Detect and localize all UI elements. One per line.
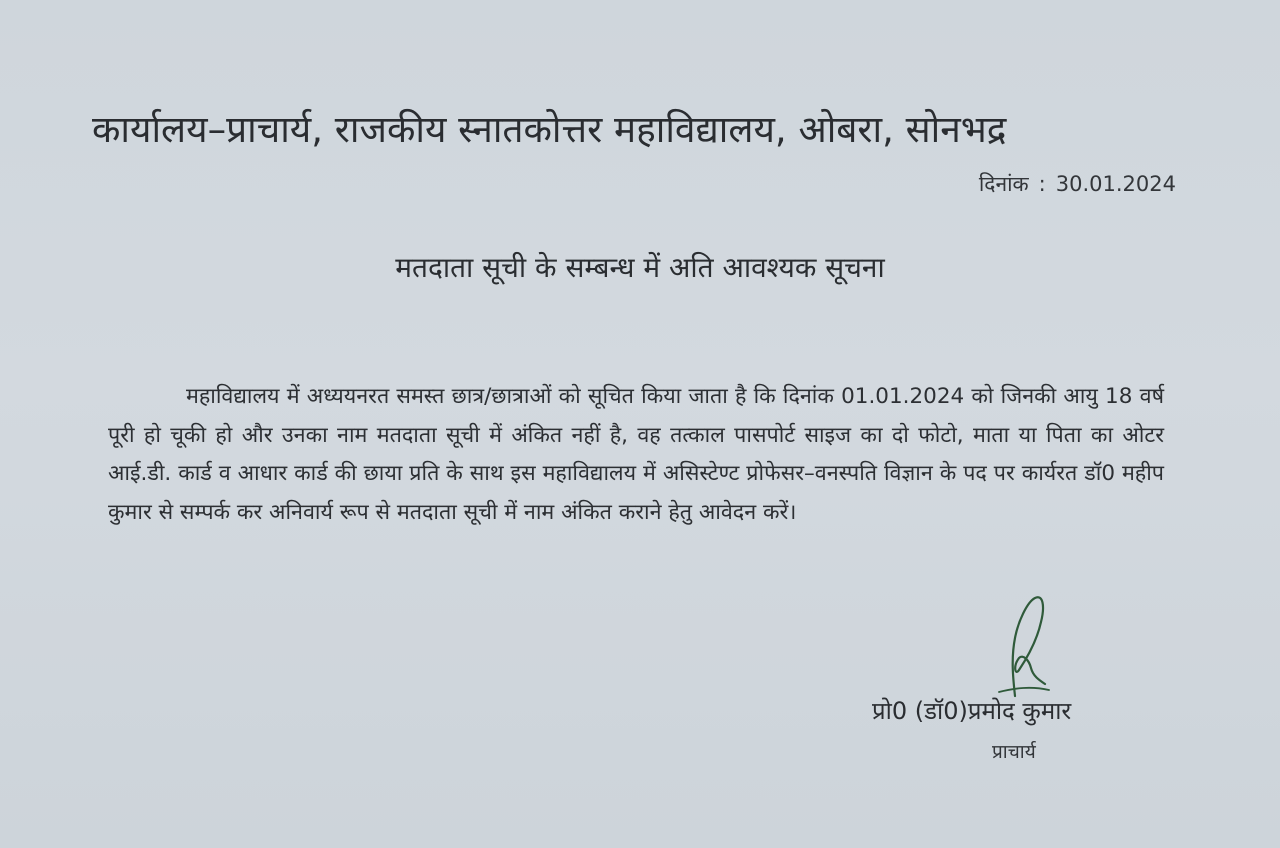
signatory-designation: प्राचार्य — [992, 741, 1036, 763]
date-label: दिनांक — [978, 172, 1029, 196]
date-line — [979, 170, 1176, 198]
office-header-title: कार्यालय–प्राचार्य, राजकीय स्नातकोत्तर महाविद्यालय, ओबरा, सोनभद्र — [92, 108, 1007, 151]
date-value: 30.01.2024 — [1055, 172, 1176, 196]
date-separator: : — [1038, 172, 1046, 196]
signatory-name: प्रो0 (डॉ0)प्रमोद कुमार — [872, 697, 1072, 725]
notice-body: महाविद्यालय में अध्ययनरत समस्त छात्र/छात्राओं को सूचित किया जाता है कि दिनांक 01.01.2024 को जिनकी आयु 18 वर्ष पूरी हो चूकी हो और उनका नाम मतदाता सूची में अंकित नहीं है, वह तत्काल पासपोर्ट साइज का दो फोटो, माता या पिता का ओटर आई.डी. कार्ड व आधार कार्ड की छाया प्रति के साथ इस महाविद्यालय में असिस्टेण्ट प्रोफेसर–वनस्पति विज्ञान के पद पर कार्यरत डॉ0 महीप कुमार से सम्पर्क कर अनिवार्य रूप से मतदाता सूची में नाम अंकित कराने हेतु आवेदन करें। — [108, 384, 1164, 525]
handwritten-signature — [985, 588, 1055, 704]
notice-subject: मतदाता सूची के सम्बन्ध में अति आवश्यक सूचना — [395, 251, 885, 284]
